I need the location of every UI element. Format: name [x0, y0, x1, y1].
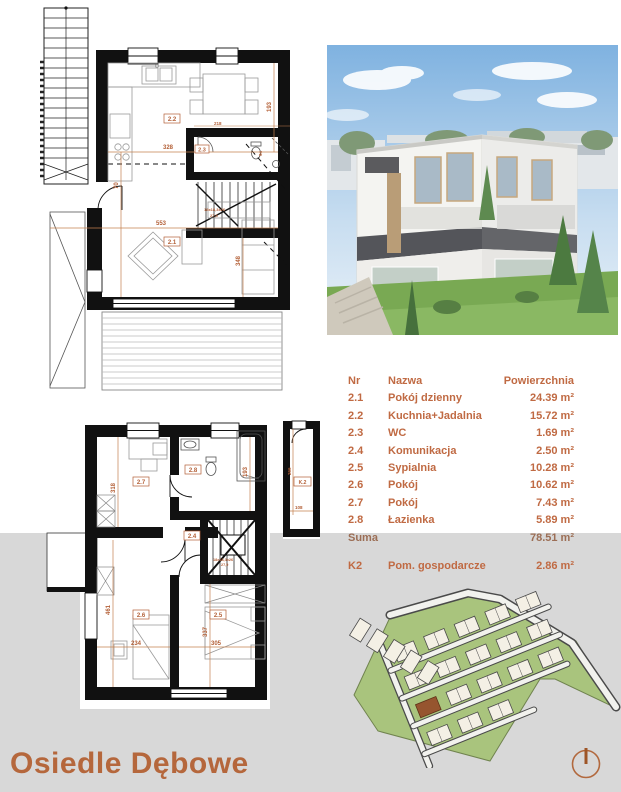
table-row	[348, 512, 574, 529]
room-label-k2: K.2	[298, 480, 307, 486]
dim-218: 218	[214, 121, 222, 126]
room-label-26: 2.6	[136, 613, 146, 619]
total-area: 78.51 m²	[529, 531, 574, 544]
room-label-kitchen: 2.2	[167, 117, 177, 123]
row-name: Pokój	[388, 479, 418, 492]
row-name: Pokój dzienny	[388, 392, 462, 405]
total-label: Suma	[348, 531, 378, 544]
lower-floor-plan	[45, 415, 320, 715]
row-nr: 2.4	[348, 444, 364, 457]
annex-area: 2.86 m²	[536, 559, 574, 572]
north-compass-icon	[568, 744, 604, 782]
dim-234: 234	[131, 641, 142, 647]
col-header-area: Powierzchnia	[503, 375, 574, 387]
annex-name: Pom. gospodarcze	[388, 559, 486, 572]
stair-note: 18x18,3x26	[204, 207, 226, 212]
stair-note-2: 27,9	[221, 563, 229, 567]
room-label-28: 2.8	[188, 468, 198, 474]
dim-305: 305	[211, 641, 222, 647]
row-area: 10.28 m²	[529, 461, 574, 474]
estate-render-photo	[327, 45, 618, 335]
upper-floor-plan	[38, 4, 290, 392]
kitchen-furniture	[108, 63, 258, 181]
row-nr: 2.7	[348, 496, 364, 509]
row-nr: 2.5	[348, 461, 364, 474]
dim-108: 108	[295, 505, 303, 510]
side-yard	[50, 212, 85, 388]
room-area-table	[348, 373, 574, 575]
row-nr: 2.2	[348, 409, 364, 422]
row-area: 1.69 m²	[536, 427, 574, 440]
dim-318: 318	[111, 482, 117, 493]
walls	[87, 50, 290, 310]
room-label-24: 2.4	[187, 534, 197, 540]
stair-note: 18x18,3x26	[213, 558, 234, 562]
table-row	[348, 408, 574, 425]
row-area: 24.39 m²	[529, 392, 574, 405]
room-label-25: 2.5	[213, 613, 223, 619]
row-name: Kuchnia+Jadalnia	[388, 409, 482, 422]
estate-site-plan	[340, 583, 621, 768]
exterior-stairs-strip	[40, 6, 88, 184]
roof-window-band	[365, 157, 399, 173]
dim-461: 461	[106, 604, 112, 615]
row-name: Łazienka	[388, 514, 435, 527]
annex-nr: K2	[348, 559, 363, 572]
table-total-row	[348, 530, 574, 547]
table-row	[348, 425, 574, 442]
row-area: 2.50 m²	[536, 444, 574, 457]
dim-553: 553	[156, 221, 167, 227]
dim-348: 348	[236, 255, 242, 266]
table-row	[348, 390, 574, 407]
room-label-living: 2.1	[167, 240, 177, 246]
table-row	[348, 477, 574, 494]
table-header	[348, 373, 574, 390]
dim-70: 70	[114, 182, 120, 189]
row-area: 15.72 m²	[529, 409, 574, 422]
row-nr: 2.8	[348, 514, 364, 527]
living-furniture	[128, 202, 274, 294]
row-area: 7.43 m²	[536, 496, 574, 509]
row-area: 10.62 m²	[529, 479, 574, 492]
dim-193: 193	[243, 466, 249, 477]
room-label-wc: 2.3	[198, 147, 206, 154]
row-nr: 2.1	[348, 392, 364, 405]
dim-266: 266	[287, 467, 292, 475]
table-row	[348, 460, 574, 477]
row-name: Sypialnia	[388, 461, 437, 474]
row-area: 5.89 m²	[536, 514, 574, 527]
estate-title: Osiedle Dębowe	[10, 747, 249, 780]
stair-note-2: 27,5	[210, 213, 218, 218]
table-row	[348, 443, 574, 460]
row-name: WC	[388, 427, 407, 440]
table-row	[348, 495, 574, 512]
col-header-name: Nazwa	[388, 375, 423, 387]
wood-pillar	[387, 173, 401, 253]
room-label-27: 2.7	[136, 480, 146, 486]
row-name: Komunikacja	[388, 444, 457, 457]
dim-94: 94	[258, 150, 263, 156]
terrace	[102, 312, 282, 390]
row-name: Pokój	[388, 496, 418, 509]
dim-328: 328	[163, 145, 174, 151]
col-header-nr: Nr	[348, 375, 361, 387]
table-annex-row	[348, 558, 574, 575]
dim-193: 193	[267, 101, 273, 112]
dim-337: 337	[203, 626, 209, 637]
row-nr: 2.3	[348, 427, 364, 440]
row-nr: 2.6	[348, 479, 364, 492]
